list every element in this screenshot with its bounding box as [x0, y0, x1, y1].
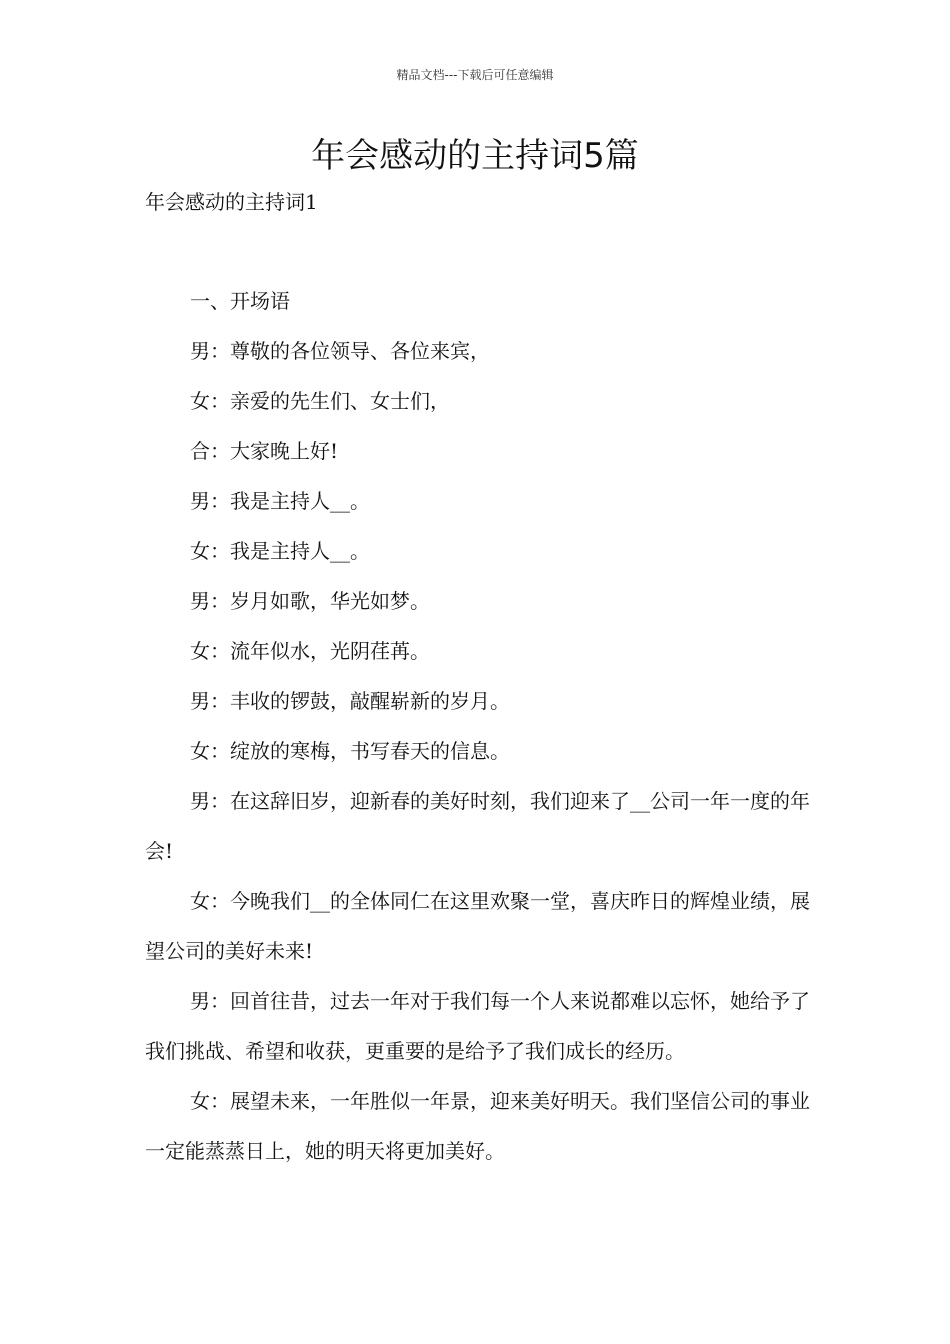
paragraph: 女：绽放的寒梅，书写春天的信息。: [190, 739, 510, 763]
paragraph: 男：岁月如歌，华光如梦。: [190, 589, 430, 613]
paragraph: 男：丰收的锣鼓，敲醒崭新的岁月。: [190, 689, 510, 713]
section-heading: 年会感动的主持词1: [145, 190, 318, 214]
paragraph: 女：流年似水，光阴荏苒。: [190, 639, 430, 663]
paragraph: 男：我是主持人__。: [190, 489, 370, 513]
document-title: 年会感动的主持词5篇: [311, 136, 639, 176]
paragraph: 男：回首往昔，过去一年对于我们每一个人来说都难以忘怀，她给予了我们挑战、希望和收获，更重要的是给予了我们成长的经历。: [145, 989, 810, 1063]
paragraph: 合：大家晚上好!: [190, 439, 339, 463]
document-body: [145, 276, 810, 1176]
header-note: 精品文档---下载后可任意编辑: [396, 68, 554, 82]
paragraph: 女：今晚我们__的全体同仁在这里欢聚一堂，喜庆昨日的辉煌业绩，展望公司的美好未来!: [145, 889, 810, 963]
paragraph: 女：展望未来，一年胜似一年景，迎来美好明天。我们坚信公司的事业一定能蒸蒸日上，她的明天将更加美好。: [145, 1089, 810, 1163]
paragraph: 女：我是主持人__。: [190, 539, 370, 563]
paragraph: 一、开场语: [190, 289, 290, 313]
paragraph: 女：亲爱的先生们、女士们，: [190, 389, 450, 413]
paragraph: 男：在这辞旧岁，迎新春的美好时刻，我们迎来了__公司一年一度的年会!: [145, 789, 810, 863]
paragraph: 男：尊敬的各位领导、各位来宾，: [190, 339, 490, 363]
